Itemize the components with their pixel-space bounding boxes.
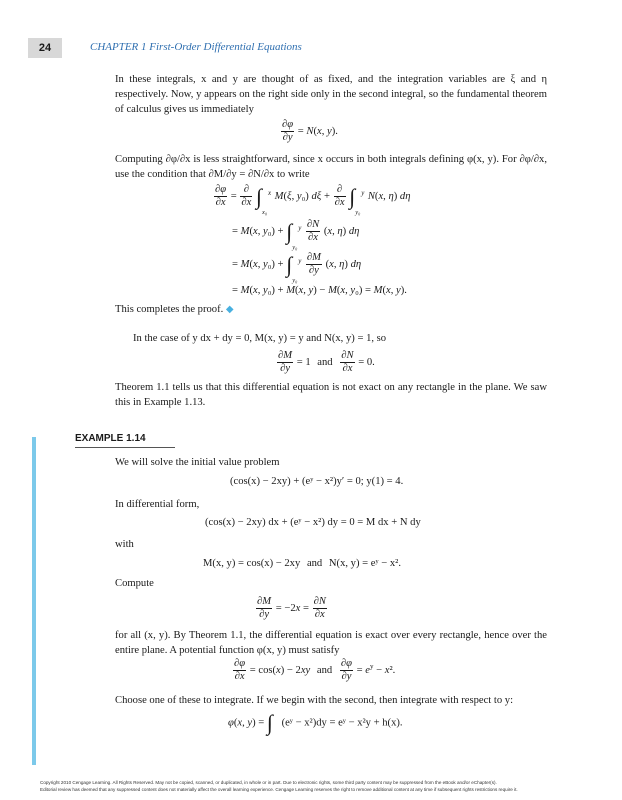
example-compute: Compute [115, 578, 154, 589]
chapter-title: CHAPTER 1 First-Order Differential Equations [90, 41, 302, 53]
page-number: 24 [28, 38, 62, 58]
copyright-line1: Copyright 2010 Cengage Learning. All Rights Reserved. May not be copied, scanned, or duplicated, in whole or in part. Due to electronic rights, some third party content may be suppressed from the eBook and/or eChapter(s). [40, 780, 497, 785]
equation-M-N: M(x, y) = cos(x) − 2xy and N(x, y) = eʸ − x². [203, 558, 401, 569]
example-sidebar-bar [32, 437, 36, 765]
copyright-line2: Editorial review has deemed that any suppressed content does not materially affect the overall learning experience. Cengage Learning reserves the right to remove additional content at any time if subsequent rights restrictions require it. [40, 787, 518, 792]
end-of-proof-diamond-icon: ◆ [225, 304, 234, 315]
example-rule [75, 447, 175, 448]
paragraph-integrals: In these integrals, x and y are thought of as fixed, and the integration variables are ξ and η respectively. Now, y appears on the right side only in the second integral, so the fundamental theorem of calculus gives us immediately [115, 74, 547, 115]
equation-dphi-dx-line3: = M(x, y₀) + ∫ y y₀ $\frac{\partial M}{\partial y}$ (x, η) dη [232, 251, 362, 284]
example-theorem-exact: for all (x, y). By Theorem 1.1, the differential equation is exact over every rectangle, hence over the entire plane. A potential function φ(x, y) must satisfy [115, 630, 547, 656]
equation-compute-partials: $\frac{\partial M}{\partial y}$ = −2x = $\frac{\partial N}{\partial x}$ [257, 596, 326, 620]
equation-dphi-dx-line2: = M(x, y₀) + ∫ y y₀ $\frac{\partial N}{\partial x}$ (x, η) dη [232, 218, 360, 251]
paragraph-theorem: Theorem 1.1 tells us that this differential equation is not exact on any rectangle in the plane. We saw this in Example 1.13. [115, 382, 547, 408]
equation-potential: $\frac{\partial\varphi}{\partial x}$ = cos(x) − 2xy and $\frac{\partial\varphi}{\partial y}$ = $e^y - x^2$. [234, 658, 396, 682]
equation-dphi-dx-line4: = M(x, y₀) + M(x, y) − M(x, y₀) = M(x, y). [232, 285, 407, 296]
proof-end: This completes the proof. ◆ [115, 304, 234, 315]
paragraph-case: In the case of y dx + dy = 0, M(x, y) = y and N(x, y) = 1, so [133, 333, 387, 344]
paragraph-computing: Computing ∂φ/∂x is less straightforward, since x occurs in both integrals defining φ(x, y). For ∂φ/∂x, use the condition that ∂M/∂y = ∂N/∂x to write [115, 154, 547, 180]
equation-ivp: (cos(x) − 2xy) + (eʸ − x²)y′ = 0; y(1) = 4. [230, 476, 404, 487]
example-label: EXAMPLE 1.14 [75, 433, 146, 444]
example-with: with [115, 539, 134, 550]
equation-integrate-y: φ(x, y) = ∫ (eʸ − x²)dy = eʸ − x²y + h(x). [228, 710, 403, 735]
example-choose: Choose one of these to integrate. If we begin with the second, then integrate with respect to y: [115, 695, 514, 706]
example-intro: We will solve the initial value problem [115, 457, 280, 468]
equation-dphi-dy: $\frac{\partial\varphi}{\partial y}$ = N(x, y). [282, 119, 338, 143]
equation-dphi-dx-line1: $\frac{\partial\varphi}{\partial x}$ = $\frac{\partial}{\partial x}$ ∫ x x₀ M(ξ, y₀) dξ + $\frac{\partial}{\partial x}$ ∫ y y₀ N(x, η) dη [215, 183, 411, 216]
equation-partials-case: $\frac{\partial M}{\partial y}$ = 1 and $\frac{\partial N}{\partial x}$ = 0. [278, 350, 375, 374]
equation-differential-form: (cos(x) − 2xy) dx + (eʸ − x²) dy = 0 = M dx + N dy [205, 517, 421, 528]
example-differential-form: In differential form, [115, 499, 200, 510]
